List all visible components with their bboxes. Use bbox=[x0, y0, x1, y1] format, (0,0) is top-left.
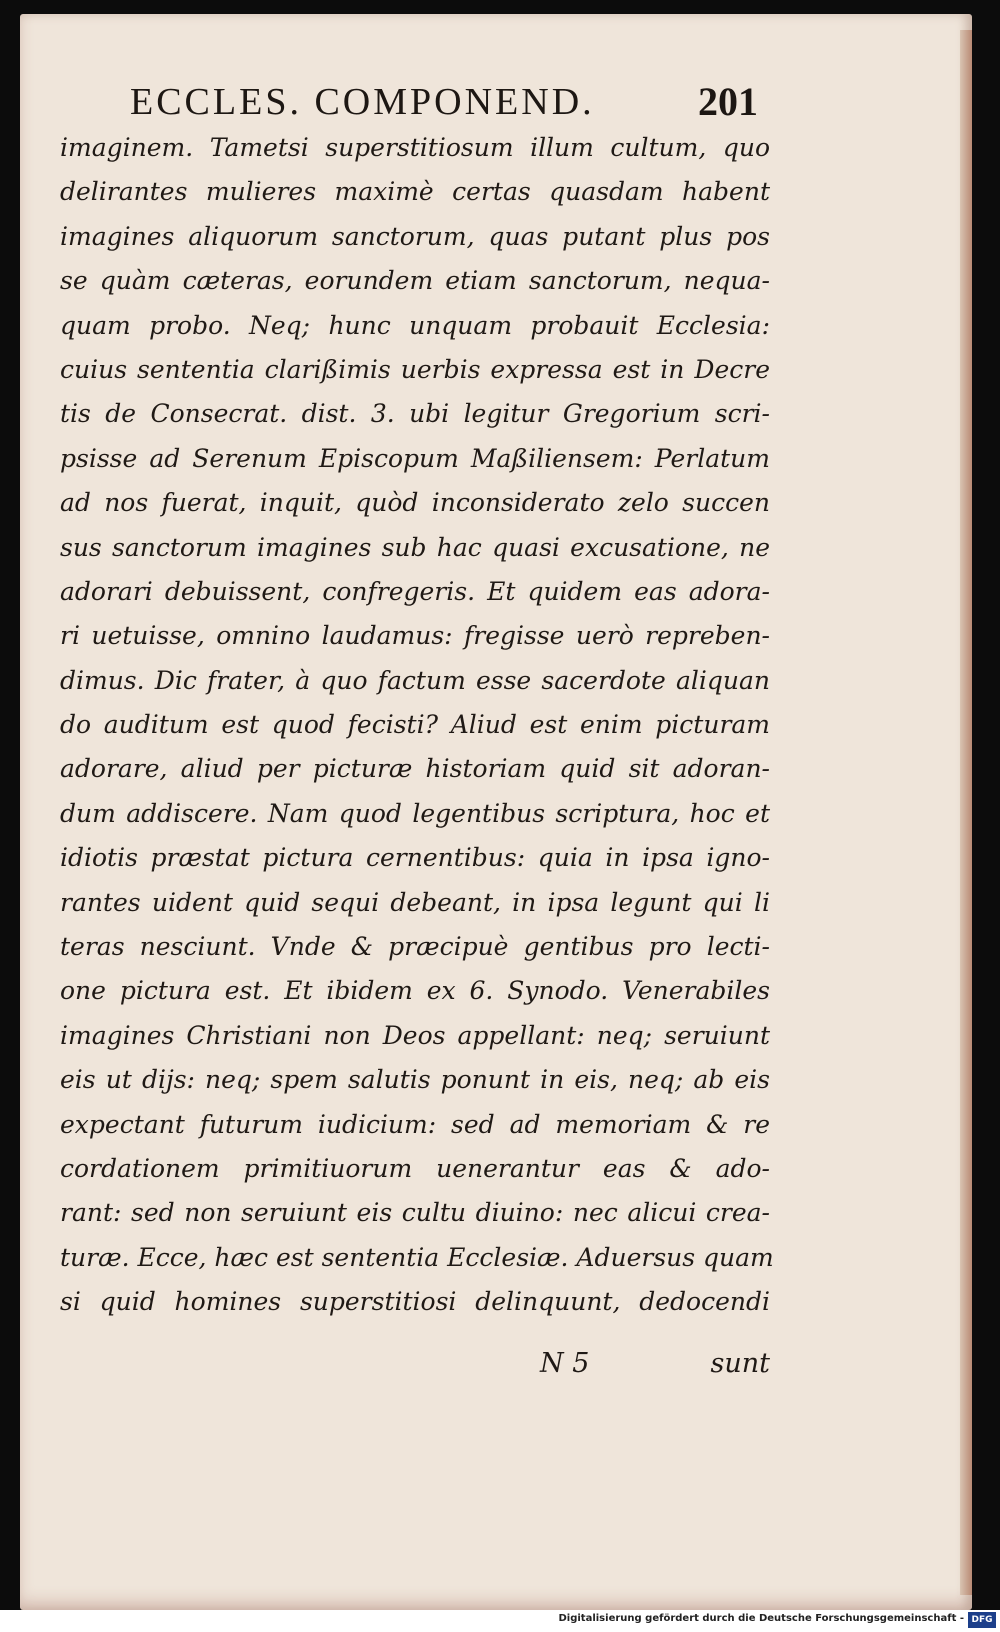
text-line: ad nos fuerat, inquit, quòd inconsiderato zelo succen bbox=[60, 488, 770, 518]
catchword: sunt bbox=[710, 1348, 770, 1379]
text-line: one pictura est. Et ibidem ex 6. Synodo. Venerabiles bbox=[60, 976, 770, 1006]
text-line: imagines aliquorum sanctorum, quas putant plus pos bbox=[60, 221, 770, 251]
text-line: ri uetuisse, omnino laudamus: fregisse uerò repreben- bbox=[60, 621, 770, 651]
text-line: se quàm cæteras, eorundem etiam sanctorum, nequa- bbox=[60, 266, 770, 296]
running-head: ECCLES. COMPONEND. bbox=[130, 81, 595, 123]
text-line: cuius sententia clarißimis uerbis expressa est in Decre bbox=[60, 354, 770, 384]
text-line: idiotis præstat pictura cernentibus: quia in ipsa igno- bbox=[60, 843, 770, 873]
dfg-logo-icon: DFG bbox=[968, 1612, 996, 1628]
text-line: dum addiscere. Nam quod legentibus scriptura, hoc et bbox=[60, 798, 770, 828]
text-line: delirantes mulieres maximè certas quasdam habent bbox=[60, 177, 770, 207]
text-line: quam probo. Neq; hunc unquam probauit Ecclesia: bbox=[60, 310, 770, 340]
text-line: expectant futurum iudicium: sed ad memoriam & re bbox=[60, 1109, 770, 1139]
text-line: imagines Christiani non Deos appellant: neq; seruiunt bbox=[60, 1020, 770, 1050]
text-line: rant: sed non seruiunt eis cultu diuino: nec alicui crea- bbox=[60, 1198, 770, 1228]
page-edge bbox=[960, 30, 972, 1595]
text-line: si quid homines superstitiosi delinquunt, dedocendi bbox=[60, 1287, 770, 1317]
footer-bar bbox=[0, 1610, 1000, 1632]
text-line: psisse ad Serenum Episcopum Maßiliensem: Perlatum bbox=[60, 443, 770, 473]
page-foot bbox=[540, 1348, 770, 1396]
text-line: dimus. Dic frater, à quo factum esse sacerdote aliquan bbox=[60, 665, 770, 695]
text-line: adorari debuissent, confregeris. Et quidem eas adora- bbox=[60, 576, 770, 606]
text-line: imaginem. Tametsi superstitiosum illum cultum, quo bbox=[60, 133, 770, 162]
page-number: 201 bbox=[698, 79, 758, 124]
text-line: sus sanctorum imagines sub hac quasi excusatione, ne bbox=[60, 532, 770, 562]
text-line: teras nesciunt. Vnde & præcipuè gentibus pro lecti- bbox=[60, 932, 770, 962]
text-line: tis de Consecrat. dist. 3. ubi legitur Gregorium scri- bbox=[60, 399, 770, 429]
text-line: eis ut dijs: neq; spem salutis ponunt in eis, neq; ab eis bbox=[60, 1065, 770, 1095]
text-line: do auditum est quod fecisti? Aliud est enim picturam bbox=[60, 710, 770, 740]
text-line: adorare, aliud per picturæ historiam quid sit adoran- bbox=[60, 754, 770, 784]
signature-mark: N 5 bbox=[540, 1348, 590, 1379]
text-line: cordationem primitiuorum uenerantur eas & ado- bbox=[60, 1153, 770, 1183]
body-text bbox=[60, 126, 774, 1325]
text-line: rantes uident quid sequi debeant, in ipsa legunt qui li bbox=[60, 887, 770, 917]
funding-credit: Digitalisierung gefördert durch die Deutsche Forschungsgemeinschaft - bbox=[558, 1613, 964, 1624]
text-line: turæ. Ecce, hæc est sententia Ecclesiæ. Aduersus quam bbox=[60, 1242, 774, 1272]
